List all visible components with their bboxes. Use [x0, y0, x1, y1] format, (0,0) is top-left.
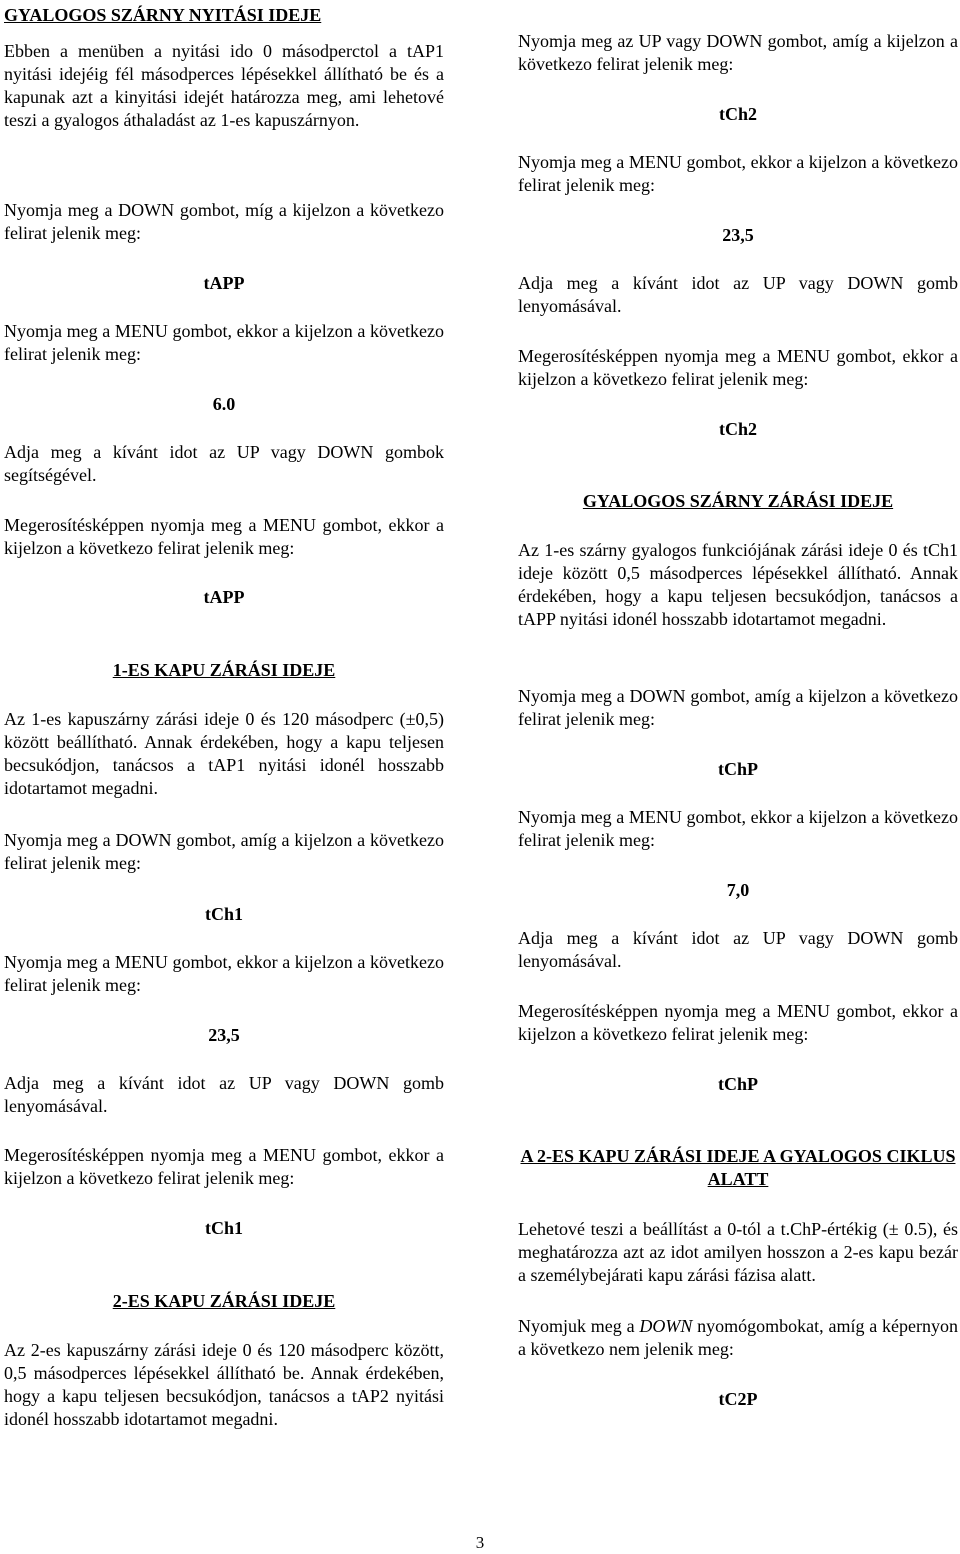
- display-text: tC2P: [718, 1389, 758, 1409]
- page-number: 3: [475, 1533, 485, 1552]
- paragraph-text: Nyomjuk meg a: [518, 1316, 640, 1336]
- paragraph: Adja meg a kívánt idot az UP vagy DOWN gomb lenyomásával.: [4, 1073, 444, 1116]
- display-text: 23,5: [722, 225, 754, 245]
- paragraph: Megerosítésképpen nyomja meg a MENU gombot, ekkor a kijelzon a következo felirat jelenik meg:: [518, 346, 958, 389]
- paragraph: Adja meg a kívánt idot az UP vagy DOWN gombok segítségével.: [4, 442, 444, 485]
- paragraph: Az 1-es kapuszárny zárási ideje 0 és 120 másodperc (±0,5) között beállítható. Annak érdekében, hogy a kapu teljesen becsukódjon, tanácsos a tAP1 nyitási idonél hosszabb idotartamot megadni.: [4, 709, 444, 798]
- display-text: tCh1: [204, 1218, 243, 1238]
- paragraph: Ebben a menüben a nyitási ido 0 másodperctol a tAP1 nyitási idejéig fél másodperces lépésekkel állítható be és a kapunak azt a kinyitási idejét határozza meg, ami lehetové teszi a gyalogos áthaladást az 1-es kapuszárnyon.: [4, 41, 444, 130]
- paragraph: Adja meg a kívánt idot az UP vagy DOWN gomb lenyomásával.: [518, 273, 958, 316]
- paragraph: [518, 1315, 958, 1361]
- paragraph: Megerosítésképpen nyomja meg a MENU gombot, ekkor a kijelzon a következo felirat jelenik meg:: [4, 1145, 444, 1188]
- paragraph: Lehetové teszi a beállítást a 0-tól a t.ChP-értékig (± 0.5), és meghatározza azt az idot amilyen hosszon a 2-es kapu bezár a személybejárati kapu zárási fázisa alatt.: [518, 1219, 958, 1285]
- paragraph: Nyomja meg az UP vagy DOWN gombot, amíg a kijelzon a következo felirat jelenik meg:: [518, 31, 958, 74]
- display-text: tCh2: [718, 104, 757, 124]
- display-text: tChP: [718, 1074, 758, 1094]
- section-heading-pedestrian-opening-time: GYALOGOS SZÁRNY NYITÁSI IDEJE: [4, 5, 322, 25]
- section-heading-gate2-closing-time: 2-ES KAPU ZÁRÁSI IDEJE: [112, 1291, 336, 1311]
- paragraph-text: nyomógombokat, amíg a képernyon a következo nem jelenik meg:: [518, 1316, 958, 1359]
- display-text: tChP: [718, 759, 758, 779]
- display-text: 23,5: [208, 1025, 240, 1045]
- section-heading-pedestrian-closing-time: GYALOGOS SZÁRNY ZÁRÁSI IDEJE: [582, 491, 894, 511]
- display-text: 6.0: [212, 394, 236, 414]
- paragraph: Adja meg a kívánt idot az UP vagy DOWN gomb lenyomásával.: [518, 928, 958, 971]
- paragraph: Nyomja meg a DOWN gombot, míg a kijelzon a következo felirat jelenik meg:: [4, 200, 444, 243]
- paragraph: Nyomja meg a MENU gombot, ekkor a kijelzon a következo felirat jelenik meg:: [518, 152, 958, 195]
- section-heading-gate1-closing-time: 1-ES KAPU ZÁRÁSI IDEJE: [112, 660, 336, 680]
- paragraph: Megerosítésképpen nyomja meg a MENU gombot, ekkor a kijelzon a következo felirat jelenik meg:: [518, 1001, 958, 1044]
- display-text: tAPP: [203, 587, 245, 607]
- paragraph: Az 1-es szárny gyalogos funkciójának zárási ideje 0 és tCh1 ideje között 0,5 másodperces lépésekkel állítható. Annak érdekében, hogy a kapu teljesen becsukódjon, tanácsos a tAPP nyitási idonél hosszabb idotartamot megadni.: [518, 540, 958, 629]
- paragraph: Nyomja meg a MENU gombot, ekkor a kijelzon a következo felirat jelenik meg:: [518, 807, 958, 850]
- key-name-down: DOWN: [639, 1316, 693, 1336]
- section-heading-gate2-closing-pedestrian-cycle: A 2-ES KAPU ZÁRÁSI IDEJE A GYALOGOS CIKLUS ALATT: [520, 1146, 956, 1189]
- display-text: 7,0: [726, 880, 750, 900]
- display-text: tAPP: [203, 273, 245, 293]
- display-text: tCh2: [718, 419, 757, 439]
- paragraph: Megerosítésképpen nyomja meg a MENU gombot, ekkor a kijelzon a következo felirat jelenik meg:: [4, 515, 444, 558]
- display-text: tCh1: [204, 904, 243, 924]
- paragraph: Nyomja meg a MENU gombot, ekkor a kijelzon a következo felirat jelenik meg:: [4, 321, 444, 364]
- paragraph: Nyomja meg a DOWN gombot, amíg a kijelzon a következo felirat jelenik meg:: [518, 686, 958, 729]
- paragraph: Nyomja meg a MENU gombot, ekkor a kijelzon a következo felirat jelenik meg:: [4, 952, 444, 995]
- paragraph: Az 2-es kapuszárny zárási ideje 0 és 120 másodperc között, 0,5 másodperces lépésekkel állítható be. Annak érdekében, hogy a kapu teljesen becsukódjon, tanácsos a tAP2 nyitási idonél hosszabb idotartamot megadni.: [4, 1340, 444, 1429]
- paragraph: Nyomja meg a DOWN gombot, amíg a kijelzon a következo felirat jelenik meg:: [4, 830, 444, 873]
